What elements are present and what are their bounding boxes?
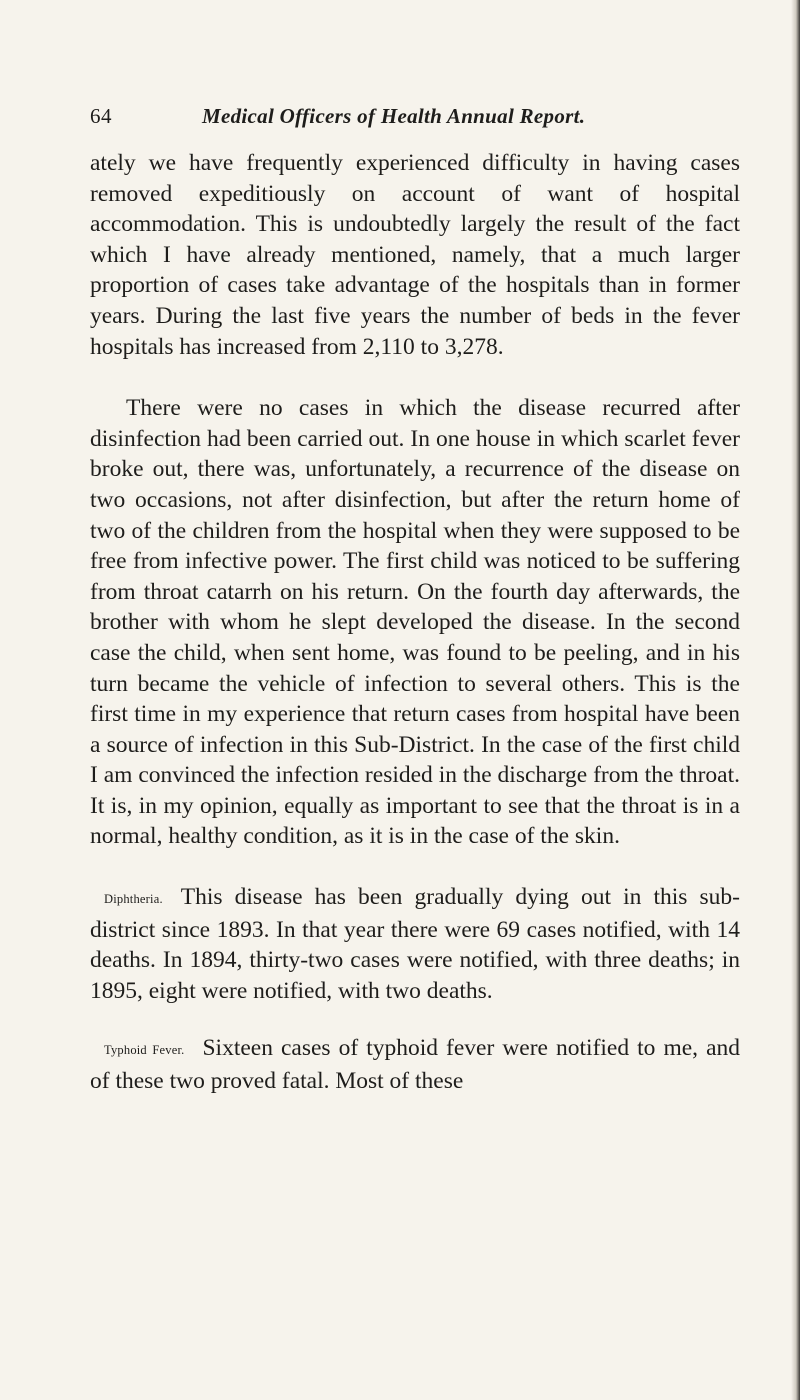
page-number: 64 [90, 104, 112, 128]
body-text [90, 148, 740, 1097]
paragraph-typhoid-fever [90, 1033, 740, 1096]
sidenote-diphtheria: Diphtheria. [104, 892, 163, 907]
paragraph-recurrence-after-disinfection: There were no cases in which the disease recurred after disinfection had been carried out. In one house in which scarlet fever broke out, there was, unfortunately, a recurrence of the disease on two occasions, not after disinfection, but after the return home of two of the children from the hospital when they were supposed to be free from infective power. The first child was noticed to be suffering from throat catarrh on his return. On the fourth day afterwards, the brother with whom he slept developed the disease. In the second case the child, when sent home, was found to be peeling, and in his turn became the vehicle of infection to several others. This is the first time in my experience that return cases from hospital have been a source of infection in this Sub-District. In the case of the first child I am convinced the infection resided in the discharge from the throat. It is, in my opinion, equally as important to see that the throat is in a normal, healthy condition, as it is in the case of the skin. [90, 395, 740, 850]
running-title: Medical Officers of Health Annual Report. [202, 104, 586, 128]
paragraph-diphtheria [90, 882, 740, 1006]
paragraph-hospital-accommodation: ately we have frequently experienced difficulty in having cases removed expeditiously on account of want of hospital accommodation. This is undoubtedly largely the result of the fact which I have already mentioned, namely, that a much larger proportion of cases take advantage of the hospitals than in former years. During the last five years the number of beds in the fever hospitals has increased from 2,110 to 3,278. [90, 150, 740, 360]
page-edge-shadow [791, 0, 800, 1400]
page-header [90, 104, 740, 138]
paragraph-diphtheria-text: This disease has been gradually dying out in this sub-district since 1893. In that year there were 69 cases notified, with 14 deaths. In 1894, thirty-two cases were notified, with three deaths; in 1895, eight were notified, with two deaths. [90, 884, 740, 1004]
sidenote-typhoid-fever: Typhoid Fever. [104, 1043, 185, 1058]
paragraph-typhoid-fever-text: Sixteen cases of typhoid fever were notified to me, and of these two proved fatal. Most of these [90, 1035, 740, 1095]
